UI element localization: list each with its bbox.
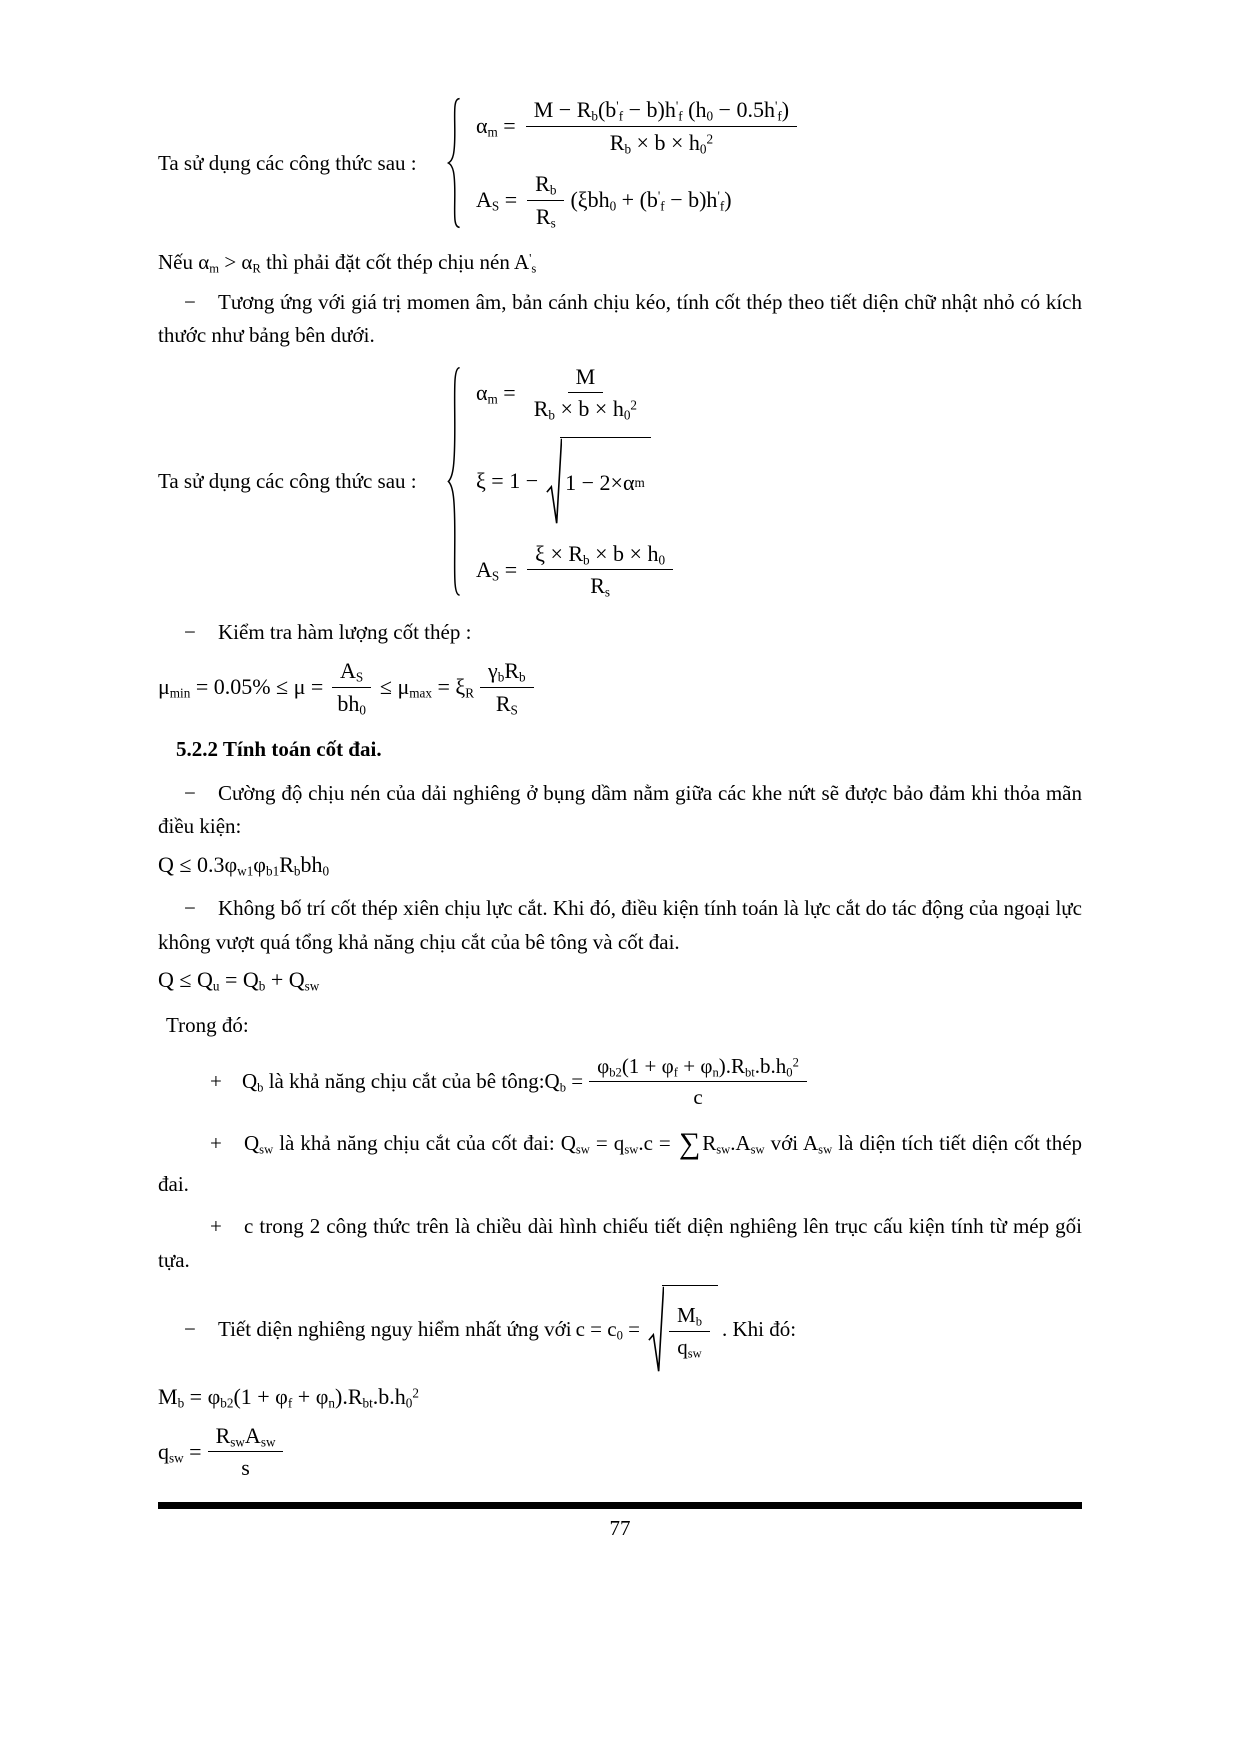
denominator: $R_b \times b \times h_0^2$	[609, 129, 714, 157]
math-inline: $A'_s$	[513, 250, 537, 276]
math-text: ≤ $\mu_{max} = \xi_R$	[379, 674, 475, 701]
math-lhs: $c = c_0$ =	[575, 1317, 640, 1343]
system1-label: Ta sử dụng các công thức sau :	[158, 150, 417, 175]
sqrt-content: 1 − 2×α m	[560, 437, 651, 526]
math-inline: $\alpha_m > \alpha_R$	[198, 250, 261, 276]
equation-system-1	[158, 96, 1082, 230]
dash-marker: −	[184, 289, 196, 314]
math-lhs: $\alpha_m$ =	[476, 379, 516, 407]
math-lhs: $\alpha_m$ =	[476, 113, 516, 140]
numerator: M	[568, 363, 604, 394]
math-lhs: $A_S$ =	[476, 187, 518, 214]
numerator: $\xi \times R_b \times b \times h_0$	[527, 540, 673, 571]
math-lhs: ξ = 1 −	[476, 468, 539, 494]
fraction	[480, 657, 534, 717]
math-inline: $R_{sw}.A_{sw}$	[702, 1131, 765, 1157]
item-text: $Q_{sw}$ là khả năng chịu cắt của cốt đai:	[244, 1131, 561, 1157]
denominator: $q_{sw}$	[677, 1334, 702, 1361]
item-qb	[158, 1053, 1082, 1111]
numerator: $R_b$	[527, 170, 564, 201]
numerator: $M_b$	[669, 1302, 710, 1331]
formula-q-capacity	[158, 967, 1082, 993]
system1-rows	[476, 96, 803, 230]
denominator: $bh_0$	[337, 690, 366, 718]
item-tiet-dien	[158, 1285, 1082, 1374]
numerator: $\gamma_bR_b$	[480, 657, 534, 688]
page-number: 77	[609, 1516, 631, 1540]
item-text: Tiết diện nghiêng nguy hiểm nhất ứng với	[218, 1317, 572, 1342]
formula-alpha-m-flange	[476, 96, 803, 156]
math-lhs: $q_{sw}$ =	[158, 1438, 202, 1466]
text: Nếu	[158, 250, 199, 274]
dash-marker: −	[184, 1317, 196, 1342]
fraction	[527, 170, 564, 230]
label-trong-do: Trong đó:	[166, 1013, 249, 1038]
fraction	[208, 1422, 284, 1482]
paragraph-momen-am	[158, 286, 1082, 353]
math-text: $(\xi bh_0 + (b'_f - b)h'_f)$	[570, 187, 732, 214]
paragraph-cuong-do	[158, 777, 1082, 844]
condition-line	[158, 246, 1082, 280]
fraction	[329, 657, 374, 717]
numerator: $R_{sw}A_{sw}$	[208, 1422, 284, 1453]
formula-q-limit	[158, 852, 1082, 878]
fraction	[526, 363, 645, 423]
left-brace-icon	[446, 96, 462, 230]
system2-label: Ta sử dụng các công thức sau :	[158, 468, 417, 493]
paragraph-text: Tương ứng với giá trị momen âm, bản cánh chịu kéo, tính cốt thép theo tiết diện chữ nhật nhỏ có kích thước như bảng bên dưới.	[158, 289, 1082, 348]
sum-icon: ∑	[678, 1127, 701, 1161]
item-text: . Khi đó:	[721, 1317, 797, 1342]
numerator: $M - R_b(b'_f - b)h'_f$ $(h_0 - 0.5h'_f)$	[526, 96, 797, 127]
formula-as	[476, 540, 679, 600]
paragraph-text: Không bố trí cốt thép xiên chịu lực cắt. Khi đó, điều kiện tính toán là lực cắt do tác động của ngoại lực không vượt quá tổng khả năng chịu cắt của bê tông và cốt đai.	[158, 896, 1082, 954]
fraction	[669, 1302, 710, 1360]
numerator: $A_S$	[332, 657, 371, 688]
formula-mu-check	[158, 657, 1082, 717]
square-root	[648, 1285, 718, 1374]
math-inline: $Q_{sw} = q_{sw}.c$ =	[560, 1131, 677, 1157]
formula-mb	[158, 1384, 1082, 1410]
left-brace-icon	[446, 363, 462, 600]
denominator: c	[693, 1085, 703, 1110]
math-lhs: $Q_b$ =	[544, 1069, 584, 1095]
fraction	[589, 1053, 807, 1111]
paragraph-text: Kiểm tra hàm lượng cốt thép :	[218, 619, 472, 644]
denominator: $R_s$	[535, 203, 556, 231]
item-c	[158, 1210, 1082, 1277]
fraction	[527, 540, 673, 600]
sqrt-content	[662, 1285, 718, 1374]
paragraph-text: Cường độ chịu nén của dải nghiêng ở bụng dầm nằm giữa các khe nứt sẽ được bảo đảm khi thỏa mãn điều kiện:	[158, 780, 1082, 839]
numerator: $\varphi_{b2}(1 + \varphi_f + \varphi_n).R_{bt}.b.h_0^2$	[589, 1053, 807, 1082]
text: thì phải đặt cốt thép chịu nén	[260, 250, 514, 274]
dash-marker: −	[184, 896, 196, 921]
formula-as-flange	[476, 170, 803, 230]
formula-alpha-m	[476, 363, 679, 423]
math-lhs: $A_S$ =	[476, 556, 518, 584]
plus-marker: +	[210, 1069, 222, 1094]
plus-marker: +	[210, 1213, 222, 1238]
math-text: $M_b = \varphi_{b2}(1 + \varphi_f + \varphi_n).R_{bt}.b.h_0^2$	[158, 1383, 419, 1411]
footer-rule	[158, 1502, 1082, 1509]
dash-marker: −	[184, 780, 196, 805]
paragraph-kiem-tra	[158, 616, 1082, 650]
math-text: $Q \le 0.3\varphi_{w1}\varphi_{b1}R_bbh_0$	[158, 852, 330, 879]
square-root	[546, 437, 651, 526]
item-qsw	[158, 1120, 1082, 1202]
item-text: với $A_{sw}$ là diện tích tiết diện cốt thép đai.	[158, 1131, 1083, 1197]
section-heading: 5.2.2 Tính toán cốt đai.	[176, 737, 382, 762]
denominator: $R_s$	[590, 573, 611, 600]
denominator: $R_S$	[495, 690, 518, 718]
plus-marker: +	[210, 1131, 222, 1156]
equation-system-2	[158, 363, 1082, 600]
item-text: $Q_b$ là khả năng chịu cắt của bê tông:	[242, 1069, 545, 1095]
fraction	[526, 96, 797, 156]
paragraph-khong-bo-tri	[158, 892, 1082, 959]
item-text: c trong 2 công thức trên là chiều dài hình chiếu tiết diện nghiêng lên trục cấu kiện tính từ mép gối tựa.	[158, 1213, 1082, 1272]
formula-qsw	[158, 1422, 1082, 1482]
denominator: $R_b \times b \times h_0^2$	[533, 396, 638, 423]
math-text: $\mu_{min} = 0.05\% \le \mu$ =	[158, 674, 324, 701]
formula-xi	[476, 437, 679, 526]
math-text: $Q \le Q_u = Q_b + Q_{sw}$	[158, 967, 320, 994]
system2-rows	[476, 363, 679, 600]
dash-marker: −	[184, 619, 196, 644]
denominator: s	[241, 1455, 250, 1481]
